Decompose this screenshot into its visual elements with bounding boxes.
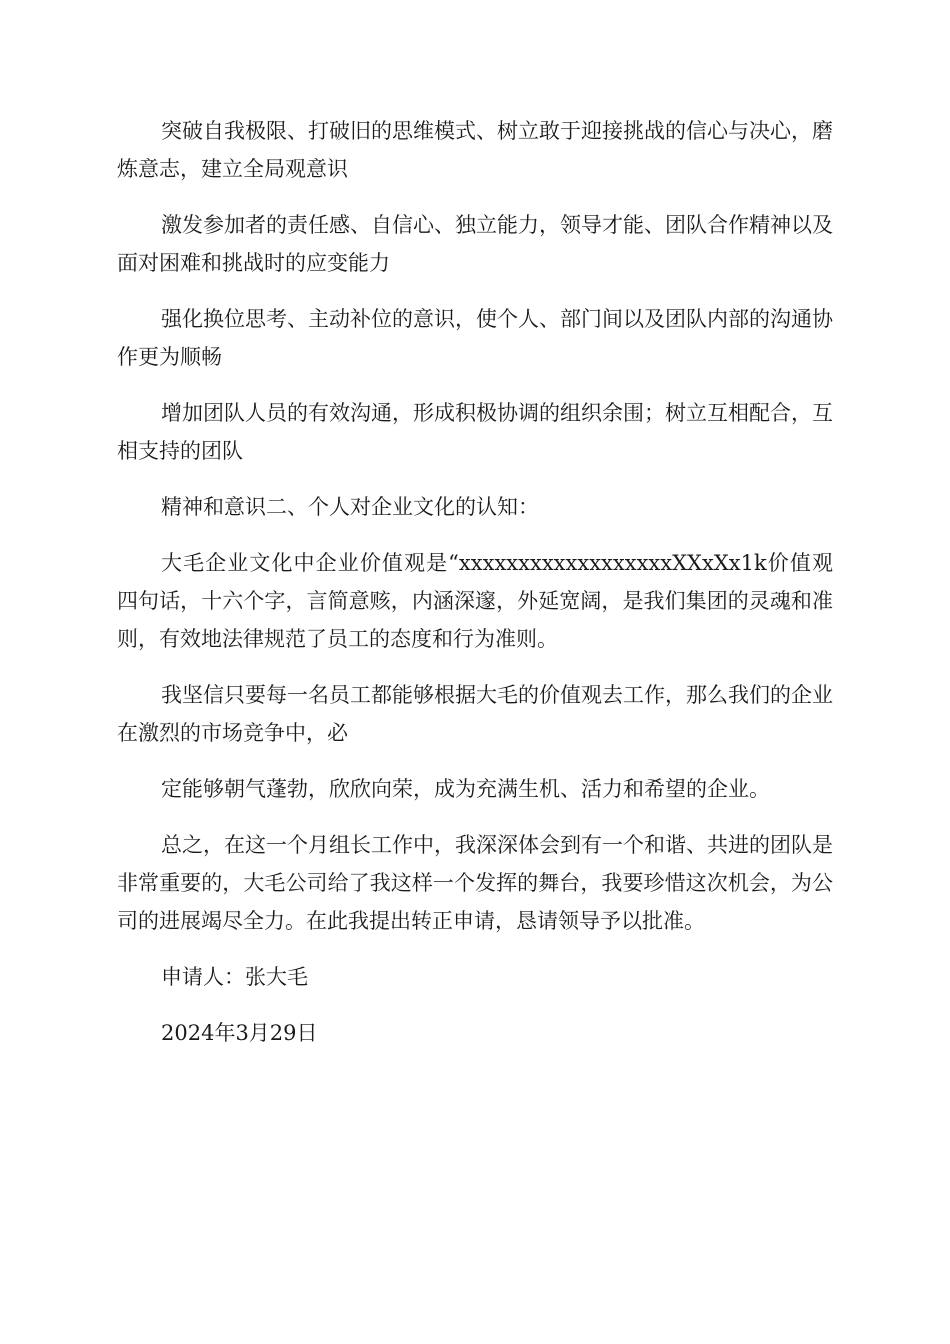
applicant-signature: 申请人：张大毛 [161, 965, 308, 989]
paragraph-8: 定能够朝气蓬勃，欣欣向荣，成为充满生机、活力和希望的企业。 [161, 777, 770, 801]
paragraph-6: 大毛企业文化中企业价值观是“xxxxxxxxxxxxxxxxxxXXxXx1k价值观四句话，十六个字，言简意赅，内涵深邃，外延宽阔，是我们集团的灵魂和准则，有效地法律规范了员工的态度和行为准则。 [117, 551, 833, 651]
paragraph-5: 精神和意识二、个人对企业文化的认知： [161, 495, 539, 519]
paragraph-9: 总之，在这一个月组长工作中，我深深体会到有一个和谐、共进的团队是非常重要的，大毛公司给了我这样一个发挥的舞台，我要珍惜这次机会，为公司的进展竭尽全力。在此我提出转正申请，恳请领导予以批准。 [117, 833, 833, 933]
paragraph-1: 突破自我极限、打破旧的思维模式、树立敢于迎接挑战的信心与决心，磨炼意志，建立全局观意识 [117, 119, 833, 181]
paragraph-2: 激发参加者的责任感、自信心、独立能力，领导才能、团队合作精神以及面对困难和挑战时的应变能力 [117, 213, 833, 275]
document-page [117, 112, 833, 1070]
paragraph-4: 增加团队人员的有效沟通，形成积极协调的组织余围；树立互相配合，互相支持的团队 [117, 401, 833, 463]
paragraph-3: 强化换位思考、主动补位的意识，使个人、部门间以及团队内部的沟通协作更为顺畅 [117, 307, 833, 369]
paragraph-7: 我坚信只要每一名员工都能够根据大毛的价值观去工作，那么我们的企业在激烈的市场竞争中，必 [117, 683, 833, 745]
document-date: 2024年3月29日 [161, 1021, 318, 1045]
